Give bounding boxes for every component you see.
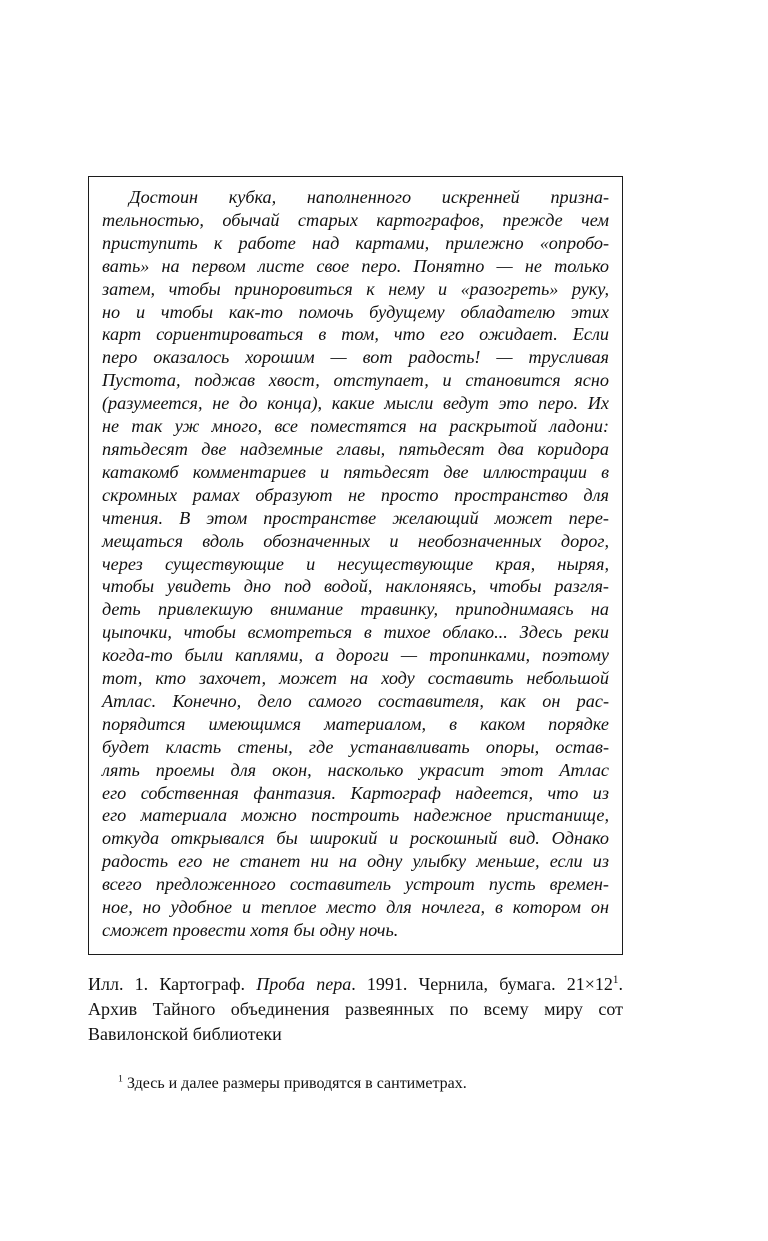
epigraph-line: когда-то были каплями, а дороги — тропинками, поэтому xyxy=(102,645,609,666)
epigraph-line: его материала можно построить надежное пристанище, xyxy=(102,805,609,826)
caption-label: Илл. 1. Картограф. xyxy=(88,973,257,994)
epigraph-line: приступить к работе над картами, прилежно «опробо- xyxy=(102,232,609,253)
epigraph-line: лять проемы для окон, насколько украсит этот Атлас xyxy=(102,759,609,780)
caption-work-title: Проба пера xyxy=(256,973,352,994)
epigraph-line: сможет провести хотя бы одну ночь. xyxy=(102,920,399,940)
epigraph-line: тот, кто захочет, может на ходу составить небольшой xyxy=(102,668,609,689)
epigraph-line: ное, но удобное и теплое место для ночлега, в котором он xyxy=(102,897,609,918)
caption-archive: . Архив Тайного объединения развеянных по всему миру сот Вавилонской библиотеки xyxy=(88,973,623,1044)
epigraph-line: цыпочки, чтобы всмотреться в тихое облако... Здесь реки xyxy=(102,622,609,643)
epigraph-line: всего предложенного составитель устроит пусть времен- xyxy=(102,874,609,895)
epigraph-line: будет класть стены, где устанавливать опоры, остав- xyxy=(102,736,609,757)
epigraph-line: Достоин кубка, наполненного искренней призна- xyxy=(129,187,609,207)
epigraph-line: (разумеется, не до конца), какие мысли ведут это перо. Их xyxy=(102,393,609,414)
epigraph-line: деть привлекшую внимание травинку, приподнимаясь на xyxy=(102,599,609,620)
footnote-marker: 1 xyxy=(118,1073,123,1085)
epigraph-line: катакомб комментариев и пятьдесят две иллюстрации в xyxy=(102,461,609,482)
epigraph-line: вать» на первом листе свое перо. Понятно — не только xyxy=(102,255,609,276)
footnote-text: Здесь и далее размеры приводятся в сантиметрах. xyxy=(122,1074,467,1092)
epigraph-line: затем, чтобы приноровиться к нему и «разогреть» руку, xyxy=(102,278,609,299)
epigraph-line: перо оказалось хорошим — вот радость! — трусливая xyxy=(102,347,609,368)
epigraph-line: тельностью, обычай старых картографов, прежде чем xyxy=(102,209,609,230)
epigraph-line: порядится имеющимся материалом, в каком порядке xyxy=(102,713,609,734)
epigraph-line: чтобы увидеть дно под водой, наклоняясь, чтобы разгля- xyxy=(102,576,609,597)
epigraph-line: чтения. В этом пространстве желающий может пере- xyxy=(102,507,609,528)
epigraph-line: скромных рамах образуют не просто пространство для xyxy=(102,484,609,505)
epigraph-line: пятьдесят две надземные главы, пятьдесят два коридора xyxy=(102,438,609,459)
caption-footnote-ref: 1 xyxy=(612,973,619,986)
epigraph-text xyxy=(102,186,609,942)
footnote xyxy=(88,1073,623,1095)
epigraph-line: Атлас. Конечно, дело самого составителя, как он рас- xyxy=(102,690,609,711)
epigraph-box xyxy=(88,176,623,955)
illustration-caption xyxy=(88,972,623,1047)
epigraph-line: радость его не станет ни на одну улыбку меньше, если из xyxy=(102,851,609,872)
epigraph-line: не так уж много, все поместятся на раскрытой ладони: xyxy=(102,416,609,437)
epigraph-line: его собственная фантазия. Картограф надеется, что из xyxy=(102,782,609,803)
epigraph-line: откуда открывался бы широкий и роскошный вид. Однако xyxy=(102,828,609,849)
epigraph-line: карт сориентироваться в том, что его ожидает. Если xyxy=(102,324,609,345)
caption-details: . 1991. Чернила, бумага. 21×12 xyxy=(351,973,613,994)
epigraph-line: но и чтобы как-то помочь будущему обладателю этих xyxy=(102,301,609,322)
epigraph-line: мещаться вдоль обозначенных и необозначенных дорог, xyxy=(102,530,609,551)
epigraph-line: через существующие и несуществующие края, ныряя, xyxy=(102,553,609,574)
epigraph-line: Пустота, поджав хвост, отступает, и становится ясно xyxy=(102,370,609,391)
